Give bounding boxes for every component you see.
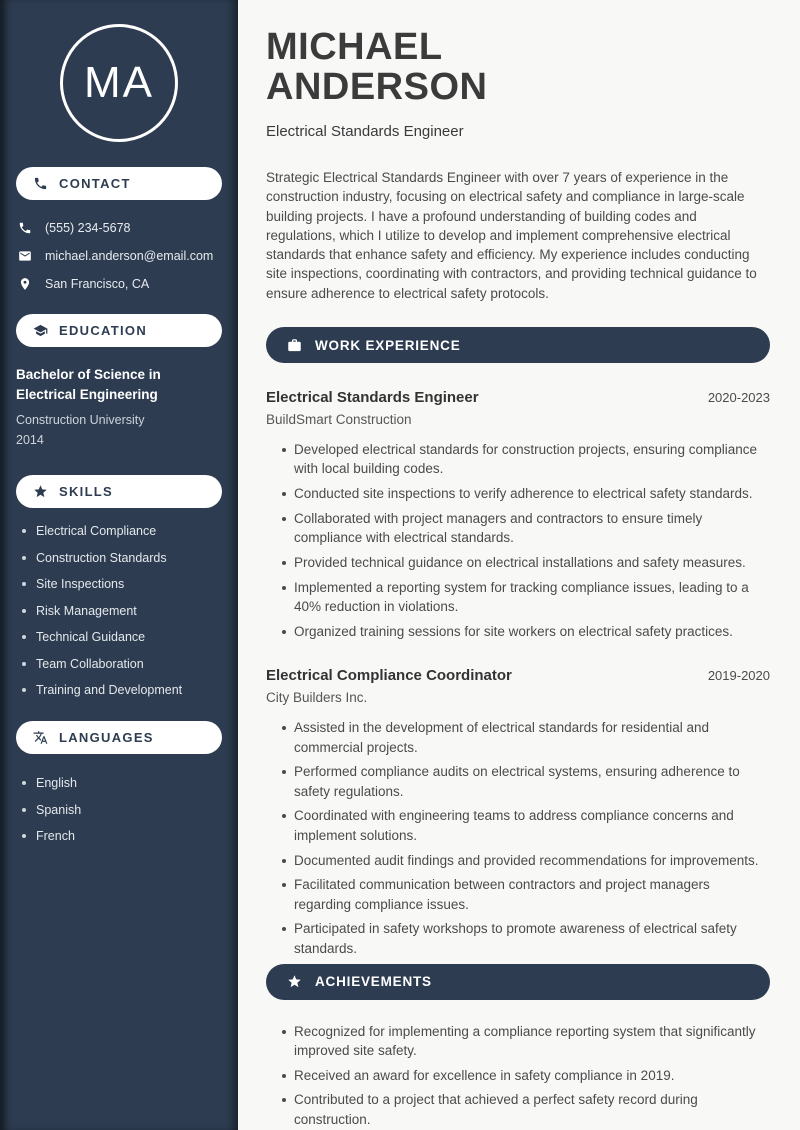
- email-icon: [18, 249, 32, 263]
- skill-item: Technical Guidance: [36, 630, 222, 644]
- avatar-initials: MA: [84, 58, 154, 107]
- contact-list: [18, 221, 224, 291]
- person-job-title: Electrical Standards Engineer: [266, 123, 464, 140]
- graduation-cap-icon: [33, 323, 48, 338]
- job-header: [266, 667, 770, 684]
- language-item: English: [36, 776, 222, 790]
- job-entry: [266, 389, 770, 641]
- location-pin-icon: [18, 277, 32, 291]
- language-item: French: [36, 829, 222, 843]
- job-bullet: Developed electrical standards for construction projects, ensuring compliance with local building codes.: [282, 440, 770, 479]
- job-title: Electrical Compliance Coordinator: [266, 667, 512, 685]
- job-bullet: Performed compliance audits on electrical systems, ensuring adherence to safety regulations.: [282, 762, 770, 801]
- job-bullet: Documented audit findings and provided recommendations for improvements.: [282, 851, 770, 870]
- skill-item: Site Inspections: [36, 577, 222, 591]
- sidebar: [0, 0, 238, 1130]
- contact-email-value: michael.anderson@email.com: [45, 249, 214, 263]
- job-header: [266, 389, 770, 406]
- achievements-section-title: ACHIEVEMENTS: [315, 974, 432, 990]
- contact-location-row: [18, 277, 224, 291]
- job-dates: 2020-2023: [707, 390, 770, 406]
- phone-icon: [33, 176, 48, 191]
- skill-item: Electrical Compliance: [36, 524, 222, 538]
- contact-location-value: San Francisco, CA: [45, 277, 150, 291]
- education-entry: [16, 365, 222, 447]
- skill-item: Team Collaboration: [36, 657, 222, 671]
- job-bullet: Collaborated with project managers and contractors to ensure timely compliance with electrical standards.: [282, 509, 770, 548]
- person-first-name: MICHAEL: [266, 26, 443, 68]
- skill-item: Risk Management: [36, 604, 222, 618]
- job-bullet: Conducted site inspections to verify adherence to electrical safety standards.: [282, 484, 770, 503]
- skill-item: Training and Development: [36, 683, 222, 697]
- star-icon: [33, 484, 48, 499]
- job-title: Electrical Standards Engineer: [266, 389, 479, 407]
- achievement-bullet: Received an award for excellence in safety compliance in 2019.: [282, 1066, 770, 1085]
- person-name: [266, 27, 770, 107]
- phone-icon: [18, 221, 32, 235]
- main-content: [238, 0, 800, 1130]
- job-bullet: Implemented a reporting system for tracking compliance issues, leading to a 40% reduction in violations.: [282, 578, 770, 617]
- job-company: City Builders Inc.: [266, 690, 368, 706]
- education-section-header: [16, 314, 222, 347]
- education-year: 2014: [16, 433, 44, 447]
- avatar: [60, 24, 178, 142]
- achievements-list: [282, 1022, 770, 1129]
- job-bullet-list: [282, 718, 770, 958]
- skills-section-header: [16, 475, 222, 508]
- work-experience-section-header: [266, 327, 770, 363]
- person-last-name: ANDERSON: [266, 66, 488, 108]
- education-section-title: EDUCATION: [59, 323, 148, 338]
- briefcase-icon: [287, 338, 302, 353]
- job-dates: 2019-2020: [707, 668, 770, 684]
- education-school: Construction University: [16, 413, 145, 427]
- skills-list: [36, 524, 222, 697]
- language-item: Spanish: [36, 803, 222, 817]
- job-bullet: Participated in safety workshops to promote awareness of electrical safety standards.: [282, 919, 770, 958]
- languages-list: [36, 776, 222, 843]
- job-bullet-list: [282, 440, 770, 641]
- skill-item: Construction Standards: [36, 551, 222, 565]
- contact-section-title: CONTACT: [59, 176, 131, 191]
- job-entry: [266, 667, 770, 958]
- skills-section-title: SKILLS: [59, 484, 114, 499]
- translate-icon: [33, 730, 48, 745]
- languages-section-title: LANGUAGES: [59, 730, 154, 745]
- education-degree: Bachelor of Science in Electrical Engineering: [16, 367, 161, 402]
- contact-section-header: [16, 167, 222, 200]
- job-company: BuildSmart Construction: [266, 412, 412, 428]
- job-bullet: Organized training sessions for site workers on electrical safety practices.: [282, 622, 770, 641]
- job-bullet: Assisted in the development of electrical standards for residential and commercial projects.: [282, 718, 770, 757]
- contact-email-row: [18, 249, 224, 263]
- job-bullet: Coordinated with engineering teams to address compliance concerns and implement solutions.: [282, 806, 770, 845]
- achievement-bullet: Contributed to a project that achieved a perfect safety record during construction.: [282, 1090, 770, 1129]
- work-experience-section-title: WORK EXPERIENCE: [315, 337, 461, 353]
- professional-summary: Strategic Electrical Standards Engineer with over 7 years of experience in the construction industry, focusing on electrical safety and compliance in large-scale building projects. I have a profound understanding of building codes and regulations, which I utilize to develop and implement comprehensive electrical standards that enhance safety and efficiency. My experience includes conducting site inspections, coordinating with contractors, and providing technical guidance to ensure adherence to electrical safety protocols.: [266, 170, 757, 301]
- contact-phone-value: (555) 234-5678: [45, 221, 131, 235]
- achievement-bullet: Recognized for implementing a compliance reporting system that significantly improved site safety.: [282, 1022, 770, 1061]
- star-icon: [287, 974, 302, 989]
- contact-phone-row: [18, 221, 224, 235]
- job-bullet: Provided technical guidance on electrical installations and safety measures.: [282, 553, 770, 572]
- languages-section-header: [16, 721, 222, 754]
- job-bullet: Facilitated communication between contractors and project managers regarding compliance issues.: [282, 875, 770, 914]
- achievements-section-header: [266, 964, 770, 1000]
